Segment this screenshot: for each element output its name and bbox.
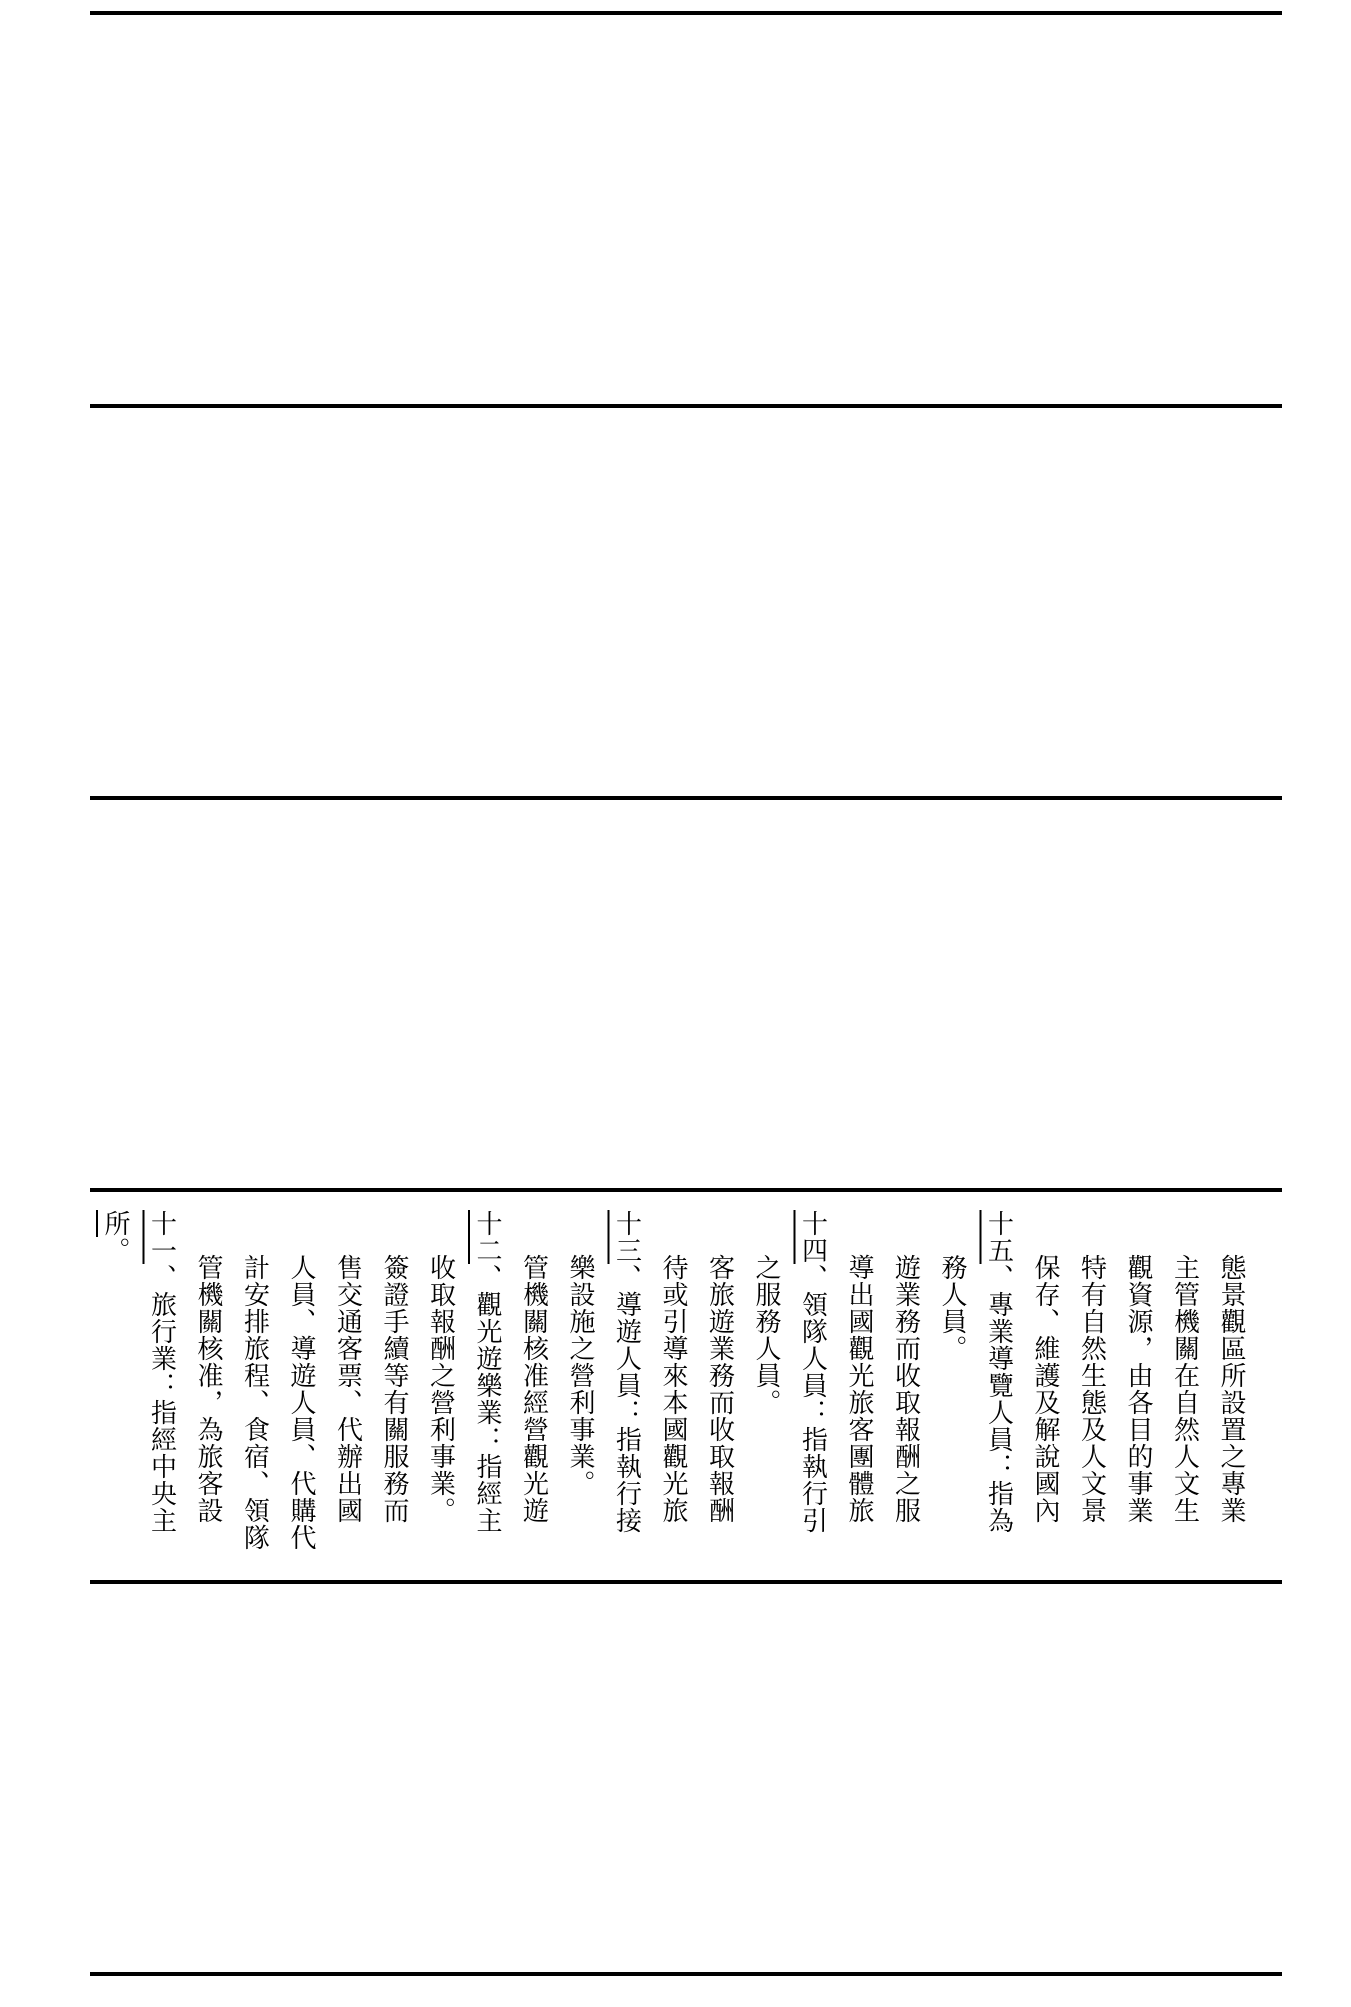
column-text: 務人員。 bbox=[937, 1254, 967, 1362]
column-text bbox=[100, 1210, 130, 1264]
item-number: 十三 bbox=[611, 1210, 642, 1264]
text-column bbox=[333, 1210, 363, 1580]
table-rule-6 bbox=[90, 1972, 1282, 1976]
column-text: 遊業務而收取報酬之服 bbox=[890, 1254, 921, 1524]
trailing-text: 。 bbox=[100, 1237, 130, 1264]
column-text: 售交通客票、代辦出國 bbox=[332, 1254, 363, 1524]
column-text: 、專業導覽人員：指為 bbox=[983, 1264, 1014, 1534]
column-text: 導出國觀光旅客團體旅 bbox=[844, 1254, 874, 1524]
column-text: 態景觀區所設置之專業 bbox=[1216, 1254, 1246, 1524]
text-column bbox=[565, 1210, 595, 1580]
text-column bbox=[751, 1210, 781, 1580]
column-text: 觀資源，由各目的事業 bbox=[1123, 1254, 1153, 1524]
text-column bbox=[1077, 1210, 1107, 1580]
empty-cell-5 bbox=[90, 1584, 1282, 1972]
text-column bbox=[984, 1210, 1014, 1572]
column-text: 收取報酬之營利事業。 bbox=[425, 1254, 456, 1524]
text-column bbox=[658, 1210, 688, 1580]
text-column bbox=[937, 1210, 967, 1580]
column-text: 特有自然生態及人文景 bbox=[1076, 1254, 1107, 1524]
text-column bbox=[844, 1210, 874, 1580]
column-text: 、旅行業：指經中央主 bbox=[146, 1264, 177, 1534]
column-text: 、觀光遊樂業：指經主 bbox=[472, 1264, 502, 1534]
item-number: 十五 bbox=[983, 1210, 1014, 1264]
column-text: 簽證手續等有關服務而 bbox=[379, 1254, 409, 1524]
column-text: 管機關核准，為旅客設 bbox=[193, 1254, 223, 1524]
empty-cell-3 bbox=[90, 800, 1282, 1188]
empty-cell-2 bbox=[90, 408, 1282, 796]
text-column bbox=[891, 1210, 921, 1580]
vertical-text-columns bbox=[90, 1210, 1282, 1572]
column-text: 計安排旅程、食宿、領隊 bbox=[239, 1254, 270, 1551]
column-text: 客旅遊業務而收取報酬 bbox=[704, 1254, 735, 1524]
column-text: 、導遊人員：指執行接 bbox=[611, 1264, 642, 1534]
item-number: 十四 bbox=[797, 1210, 828, 1264]
item-number: 十一 bbox=[146, 1210, 177, 1264]
text-column bbox=[1123, 1210, 1153, 1580]
text-column bbox=[705, 1210, 735, 1580]
text-column bbox=[147, 1210, 177, 1572]
text-column bbox=[612, 1210, 642, 1572]
column-text: 待或引導來本國觀光旅 bbox=[658, 1254, 688, 1524]
text-column bbox=[519, 1210, 549, 1580]
text-column bbox=[379, 1210, 409, 1580]
column-text: 保存、維護及解說國內 bbox=[1030, 1254, 1060, 1524]
definitions-cell bbox=[90, 1192, 1282, 1580]
column-text: 人員、導遊人員、代購代 bbox=[286, 1254, 316, 1551]
text-column bbox=[1170, 1210, 1200, 1580]
empty-cell-1 bbox=[90, 15, 1282, 404]
column-text: 主管機關在自然人文生 bbox=[1169, 1254, 1200, 1524]
text-column bbox=[426, 1210, 456, 1580]
text-column bbox=[100, 1210, 130, 1572]
text-column bbox=[1216, 1210, 1246, 1580]
column-text: 、領隊人員：指執行引 bbox=[797, 1264, 828, 1534]
text-column bbox=[193, 1210, 223, 1580]
column-text: 管機關核准經營觀光遊 bbox=[518, 1254, 549, 1524]
underlined-char: 所 bbox=[100, 1210, 130, 1237]
text-column bbox=[286, 1210, 316, 1580]
text-column bbox=[798, 1210, 828, 1572]
text-column bbox=[240, 1210, 270, 1580]
item-number: 十二 bbox=[472, 1210, 502, 1264]
column-text: 之服務人員。 bbox=[751, 1254, 781, 1416]
text-column bbox=[472, 1210, 502, 1572]
column-text: 樂設施之營利事業。 bbox=[565, 1254, 595, 1497]
text-column bbox=[1030, 1210, 1060, 1580]
